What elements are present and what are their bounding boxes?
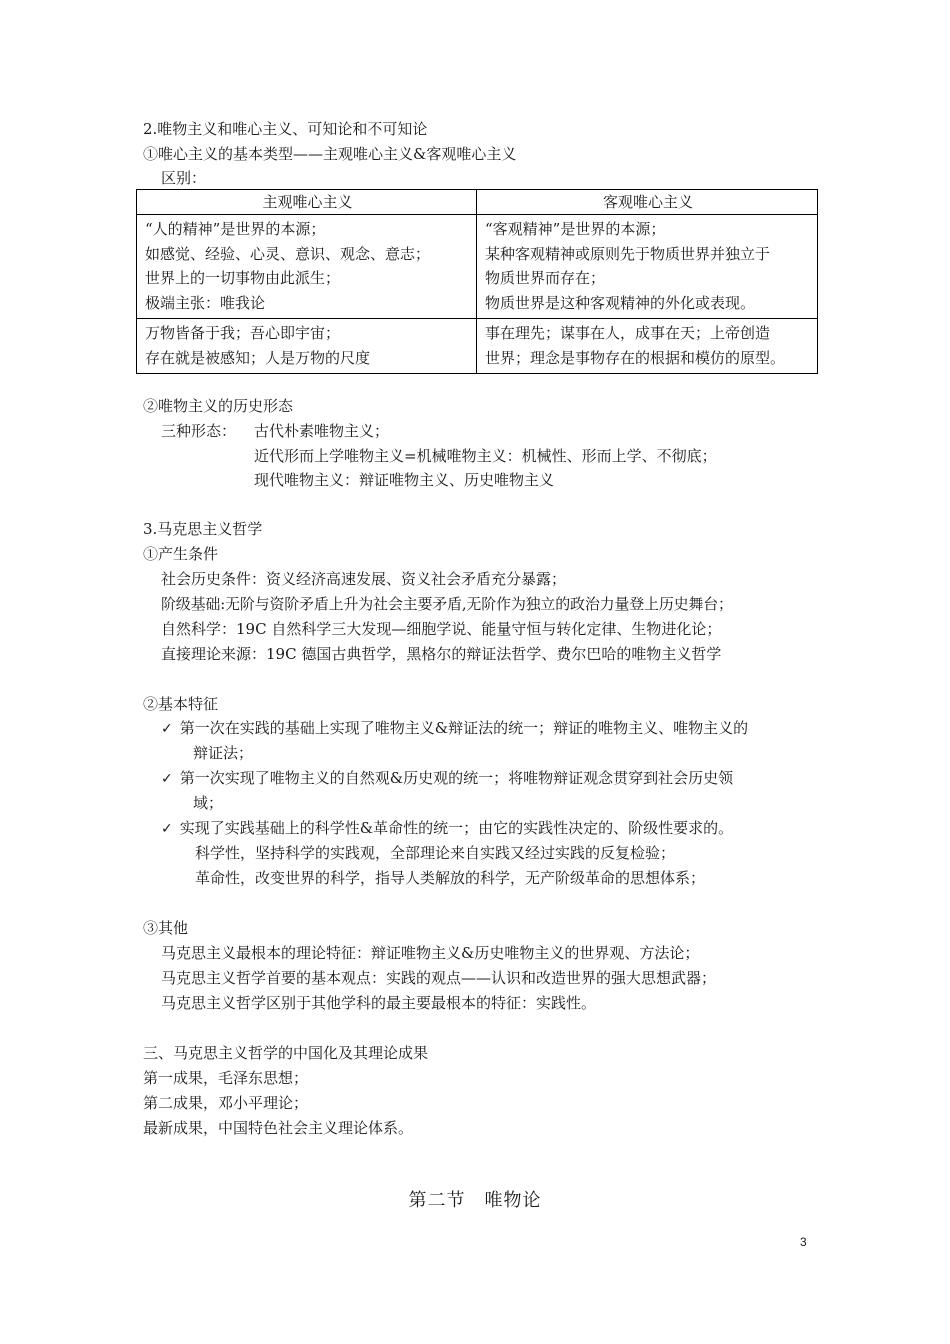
list-item [161, 718, 748, 739]
list-item [161, 818, 733, 839]
table-row [137, 215, 818, 319]
table-cell [137, 215, 477, 319]
cell-line: 某种客观精神或原则先于物质世界并独立于 [485, 244, 771, 263]
feature-text: 第一次实现了唯物主义的自然观&历史观的统一；将唯物辩证观念贯穿到社会历史领 [179, 769, 734, 787]
table-row [137, 319, 818, 374]
list-item [161, 768, 733, 789]
list-item: 近代形而上学唯物主义=机械唯物主义：机械性、形而上学、不彻底； [254, 447, 717, 465]
list-item: 马克思主义最根本的理论特征：辩证唯物主义&历史唯物主义的世界观、方法论； [161, 944, 700, 962]
idealism-comparison-table [136, 189, 818, 374]
list-item: 最新成果，中国特色社会主义理论体系。 [143, 1119, 414, 1137]
feature-note: 科学性，坚持科学的实践观，全部理论来自实践又经过实践的反复检验； [195, 844, 676, 862]
checkmark-icon: ✓ [161, 721, 173, 737]
table-cell [477, 215, 818, 319]
table-header-objective: 客观唯心主义 [477, 190, 818, 215]
table-header-subjective: 主观唯心主义 [137, 190, 477, 215]
forms-label: 三种形态： [161, 422, 237, 440]
list-item: 第一成果，毛泽东思想； [143, 1069, 309, 1087]
feature-continuation: 域； [193, 794, 224, 812]
cell-line: 世界；理念是事物存在的根据和模仿的原型。 [485, 348, 786, 367]
subheading-others: ③其他 [143, 919, 189, 937]
page-number: 3 [800, 1235, 807, 1249]
list-item: 古代朴素唯物主义； [254, 422, 390, 440]
list-item: 马克思主义哲学区别于其他学科的最主要最根本的特征：实践性。 [161, 994, 597, 1012]
cell-line: 事在理先；谋事在人，成事在天；上帝创造 [485, 324, 771, 342]
cell-line: 世界上的一切事物由此派生； [145, 269, 341, 287]
subheading-materialism-forms: ②唯物主义的历史形态 [143, 397, 294, 415]
feature-text: 第一次在实践的基础上实现了唯物主义&辩证法的统一；辩证的唯物主义、唯物主义的 [179, 719, 749, 737]
list-item: 阶级基础:无阶与资阶矛盾上升为社会主要矛盾,无阶作为独立的政治力量登上历史舞台； [161, 595, 733, 613]
feature-continuation: 辩证法； [193, 744, 254, 762]
section-heading: 3.马克思主义哲学 [143, 520, 263, 538]
table-cell [137, 319, 477, 374]
next-section-title: 第二节 唯物论 [408, 1190, 542, 1211]
list-item: 现代唯物主义：辩证唯物主义、历史唯物主义 [254, 471, 555, 489]
checkmark-icon: ✓ [161, 821, 173, 837]
cell-line: 万物皆备于我；吾心即宇宙； [145, 324, 341, 342]
table-header-row [137, 190, 818, 215]
subheading-features: ②基本特征 [143, 695, 219, 713]
list-item: 直接理论来源：19C 德国古典哲学，黑格尔的辩证法哲学、费尔巴哈的唯物主义哲学 [161, 645, 722, 663]
difference-label: 区别： [161, 169, 207, 187]
checkmark-icon: ✓ [161, 771, 173, 787]
part-heading: 三、马克思主义哲学的中国化及其理论成果 [143, 1044, 429, 1062]
cell-line: 存在就是被感知；人是万物的尺度 [145, 348, 371, 367]
list-item: 社会历史条件：资义经济高速发展、资义社会矛盾充分暴露； [161, 570, 567, 588]
cell-line: “客观精神”是世界的本源； [485, 220, 666, 238]
cell-line: “人的精神”是世界的本源； [145, 220, 326, 238]
subheading-idealism-types: ①唯心主义的基本类型——主观唯心主义&客观唯心主义 [143, 145, 517, 163]
subheading-conditions: ①产生条件 [143, 545, 219, 563]
cell-line: 极端主张：唯我论 [145, 293, 266, 312]
feature-note: 革命性，改变世界的科学，指导人类解放的科学，无产阶级革命的思想体系； [195, 869, 706, 887]
section-heading: 2.唯物主义和唯心主义、可知论和不可知论 [143, 120, 428, 138]
list-item: 第二成果，邓小平理论； [143, 1094, 309, 1112]
list-item: 自然科学：19C 自然科学三大发现—细胞学说、能量守恒与转化定律、生物进化论； [161, 620, 722, 638]
table-cell [477, 319, 818, 374]
list-item: 马克思主义哲学首要的基本观点：实践的观点——认识和改造世界的强大思想武器； [161, 969, 717, 987]
feature-text: 实现了实践基础上的科学性&革命性的统一；由它的实践性决定的、阶级性要求的。 [179, 819, 734, 837]
cell-line: 物质世界而存在； [485, 269, 606, 287]
cell-line: 物质世界是这种客观精神的外化或表现。 [485, 293, 756, 312]
cell-line: 如感觉、经验、心灵、意识、观念、意志； [145, 244, 431, 263]
